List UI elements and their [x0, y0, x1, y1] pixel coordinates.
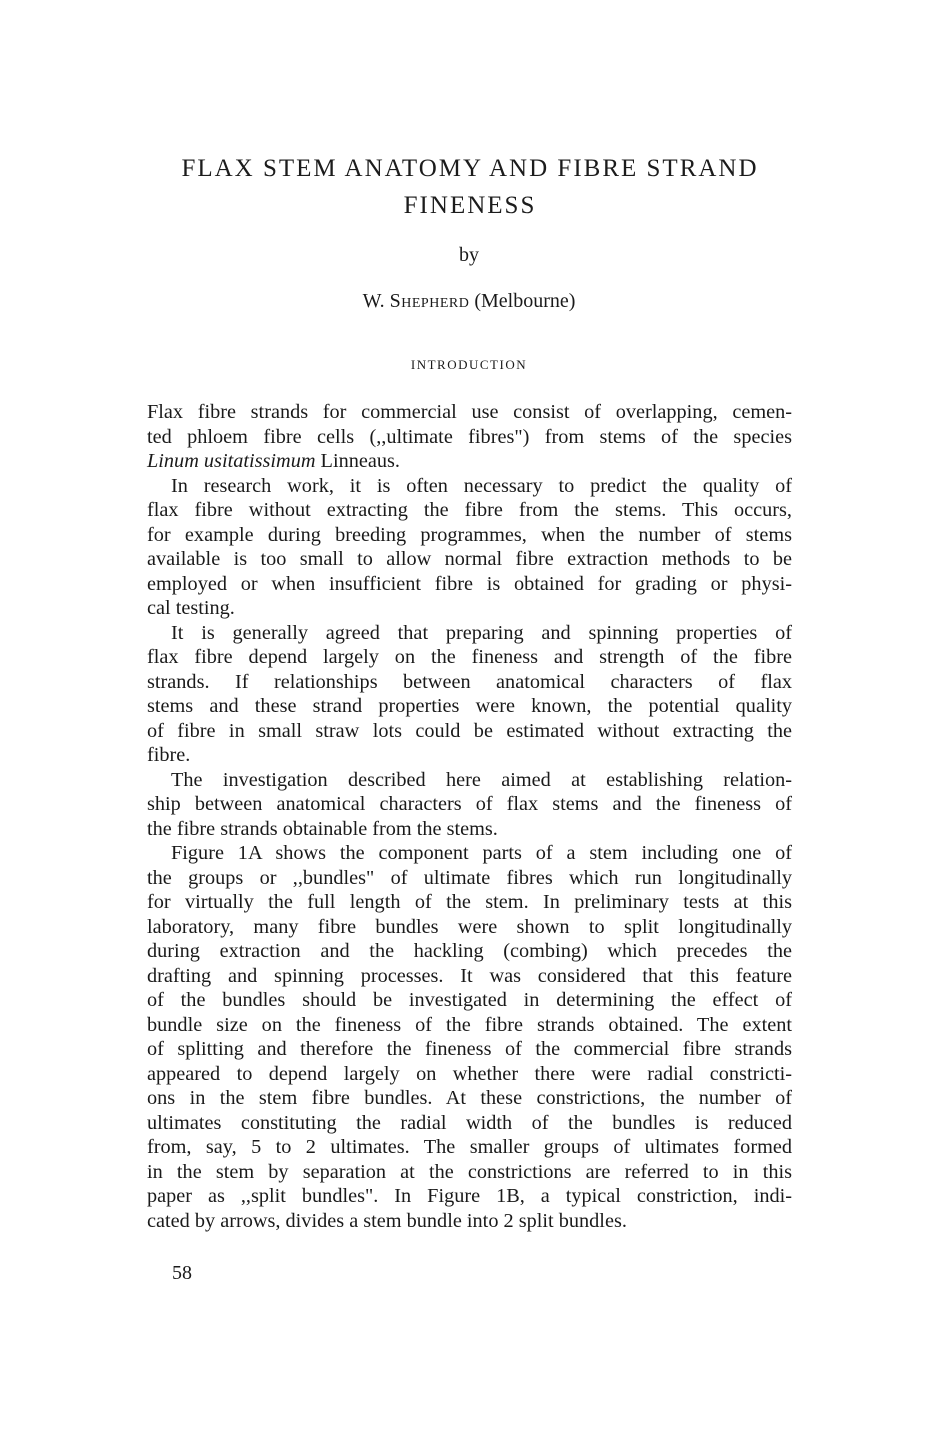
paragraph-3: [147, 621, 792, 768]
text-line: from, say, 5 to 2 ultimates. The smaller groups of ultimates formed: [147, 1136, 792, 1158]
text-line: appeared to depend largely on whether there were radial constricti-: [147, 1062, 792, 1085]
title-line-2: FINENESS: [403, 192, 537, 219]
text-line: available is too small to allow normal fibre extraction methods to be: [147, 548, 792, 570]
text-line: ship between anatomical characters of flax stems and the fineness of: [147, 793, 792, 815]
paragraph-1: [147, 400, 792, 474]
author-surname: Shepherd: [389, 290, 470, 312]
text-line: paper as ,,split bundles". In Figure 1B, a typical constriction, indi-: [147, 1185, 792, 1207]
species-authority: Linneaus.: [315, 450, 400, 472]
text-line: of fibre in small straw lots could be estimated without extracting the: [147, 719, 792, 742]
author-initial: W.: [362, 290, 385, 312]
text-line: for virtually the full length of the stem. In preliminary tests at this: [147, 891, 792, 913]
text-line: stems and these strand properties were known, the potential quality: [147, 695, 792, 717]
text-line: Figure 1A shows the component parts of a stem including one of: [171, 842, 792, 864]
text-line: ons in the stem fibre bundles. At these constrictions, the number of: [147, 1087, 792, 1109]
text-line: fibre.: [147, 744, 191, 766]
body-text: [147, 400, 792, 1233]
text-line: bundle size on the fineness of the fibre strands obtained. The extent: [147, 1013, 792, 1036]
paragraph-2: [147, 474, 792, 621]
text-line: flax fibre without extracting the fibre from the stems. This occurs,: [147, 499, 792, 521]
text-line: the groups or ,,bundles" of ultimate fibres which run longitudinally: [147, 866, 792, 889]
byline: by: [459, 244, 479, 266]
text-line: It is generally agreed that preparing and spinning properties of: [171, 621, 792, 644]
article-title: [120, 150, 820, 224]
text-line: drafting and spinning processes. It was considered that this feature: [147, 964, 792, 987]
text-line: ultimates constituting the radial width of the bundles is reduced: [147, 1111, 792, 1134]
author-affiliation: (Melbourne): [474, 290, 576, 312]
page-number: 58: [172, 1262, 192, 1284]
author-line: [0, 290, 938, 313]
text-line: during extraction and the hackling (combing) which precedes the: [147, 940, 792, 962]
text-line: ted phloem fibre cells (,,ultimate fibres") from stems of the species: [147, 425, 792, 448]
text-line: for example during breeding programmes, when the number of stems: [147, 523, 792, 546]
text-line: strands. If relationships between anatomical characters of flax: [147, 670, 792, 693]
text-line: of the bundles should be investigated in determining the effect of: [147, 989, 792, 1011]
section-heading: INTRODUCTION: [410, 357, 528, 372]
text-line: employed or when insufficient fibre is obtained for grading or physi-: [147, 572, 792, 595]
text-line: flax fibre depend largely on the fineness and strength of the fibre: [147, 646, 792, 668]
text-line: [147, 449, 792, 474]
text-line: In research work, it is often necessary to predict the quality of: [171, 474, 792, 497]
text-line: Flax fibre strands for commercial use consist of overlapping, cemen-: [147, 401, 792, 423]
text-line: The investigation described here aimed at establishing relation-: [171, 768, 792, 791]
text-line: the fibre strands obtainable from the stems.: [147, 817, 498, 840]
paragraph-4: [147, 768, 792, 842]
paragraph-5: [147, 841, 792, 1233]
species-name: Linum usitatissimum: [147, 450, 316, 472]
text-line: in the stem by separation at the constrictions are referred to in this: [147, 1160, 792, 1183]
text-line: cal testing.: [147, 597, 235, 619]
text-line: of splitting and therefore the fineness of the commercial fibre strands: [147, 1038, 792, 1060]
title-line-1: FLAX STEM ANATOMY AND FIBRE STRAND: [181, 155, 759, 182]
text-line: laboratory, many fibre bundles were shown to split longitudinally: [147, 915, 792, 938]
text-line: cated by arrows, divides a stem bundle into 2 split bundles.: [147, 1209, 627, 1232]
